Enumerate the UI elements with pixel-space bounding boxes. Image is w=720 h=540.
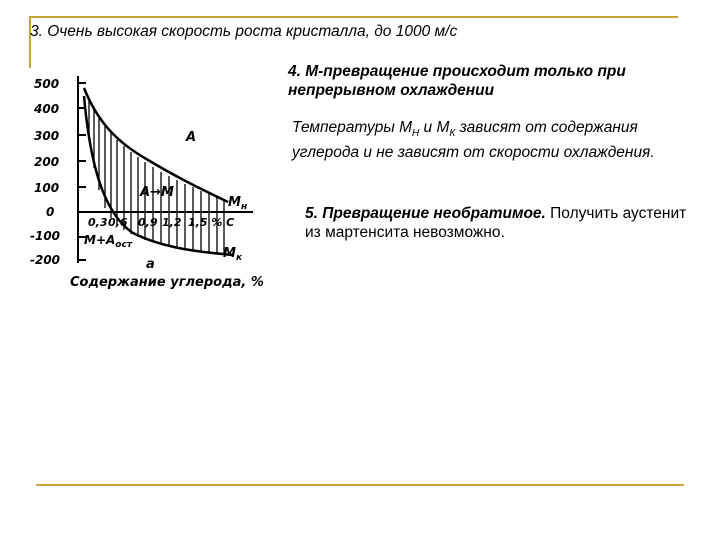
m-plus-a-label <box>84 233 133 250</box>
temps-sub-h: Н <box>411 128 420 140</box>
martensite-diagram <box>28 68 288 298</box>
x-axis-title: Содержание углерода, % <box>70 275 264 290</box>
subfigure-label: а <box>146 257 155 272</box>
m-plus-a-sub: ост <box>115 240 133 250</box>
region-a-label: А <box>186 130 197 145</box>
y-tick-minus200: -200 <box>30 253 61 267</box>
mh-label <box>228 195 247 212</box>
y-tick-400: 400 <box>34 102 60 116</box>
y-tick-200: 200 <box>34 155 60 169</box>
mk-label-sub: к <box>235 253 243 263</box>
point-5-bold: 5. Превращение необратимое. <box>305 205 546 222</box>
m-plus-a-text: М+А <box>84 233 116 247</box>
mh-label-text: М <box>228 195 241 210</box>
temps-sub-k: К <box>449 128 456 140</box>
point-5-text <box>305 204 690 242</box>
point-4-text: 4. М-превращение происходит только при непрерывном охлаждении <box>288 63 626 99</box>
y-tick-300: 300 <box>34 129 60 143</box>
x-tick-03: 0,3 <box>88 216 108 229</box>
mk-curve <box>84 96 233 255</box>
temperatures-text <box>292 118 662 162</box>
y-tick-minus100: -100 <box>30 229 61 243</box>
x-tick-15: 1,5 % С <box>188 216 235 229</box>
mk-label <box>223 246 243 263</box>
bottom-rule <box>36 484 684 486</box>
y-tick-500: 500 <box>34 77 60 91</box>
top-rule <box>30 16 678 18</box>
y-tick-100: 100 <box>34 181 60 195</box>
temps-post: зависят от содержания углерода и не зависят от скорости охлаждения. <box>292 119 655 162</box>
point-5-rest: Получить аустенит из мартенсита невозможно. <box>305 205 687 241</box>
hatch-lines <box>89 98 224 254</box>
mk-label-text: М <box>223 246 236 261</box>
x-tick-12: 1,2 <box>162 216 182 229</box>
x-tick-06: 0,6 <box>108 216 128 229</box>
point-3-text: 3. Очень высокая скорость роста кристалла, до 1000 м/с <box>30 23 458 40</box>
y-tick-0: 0 <box>46 205 55 219</box>
temps-mid: и М <box>419 119 450 136</box>
transition-label: А→М <box>140 185 174 200</box>
mh-label-sub: н <box>240 202 248 212</box>
temps-pre: Температуры М <box>292 119 412 136</box>
x-tick-09: 0,9 <box>138 216 158 229</box>
